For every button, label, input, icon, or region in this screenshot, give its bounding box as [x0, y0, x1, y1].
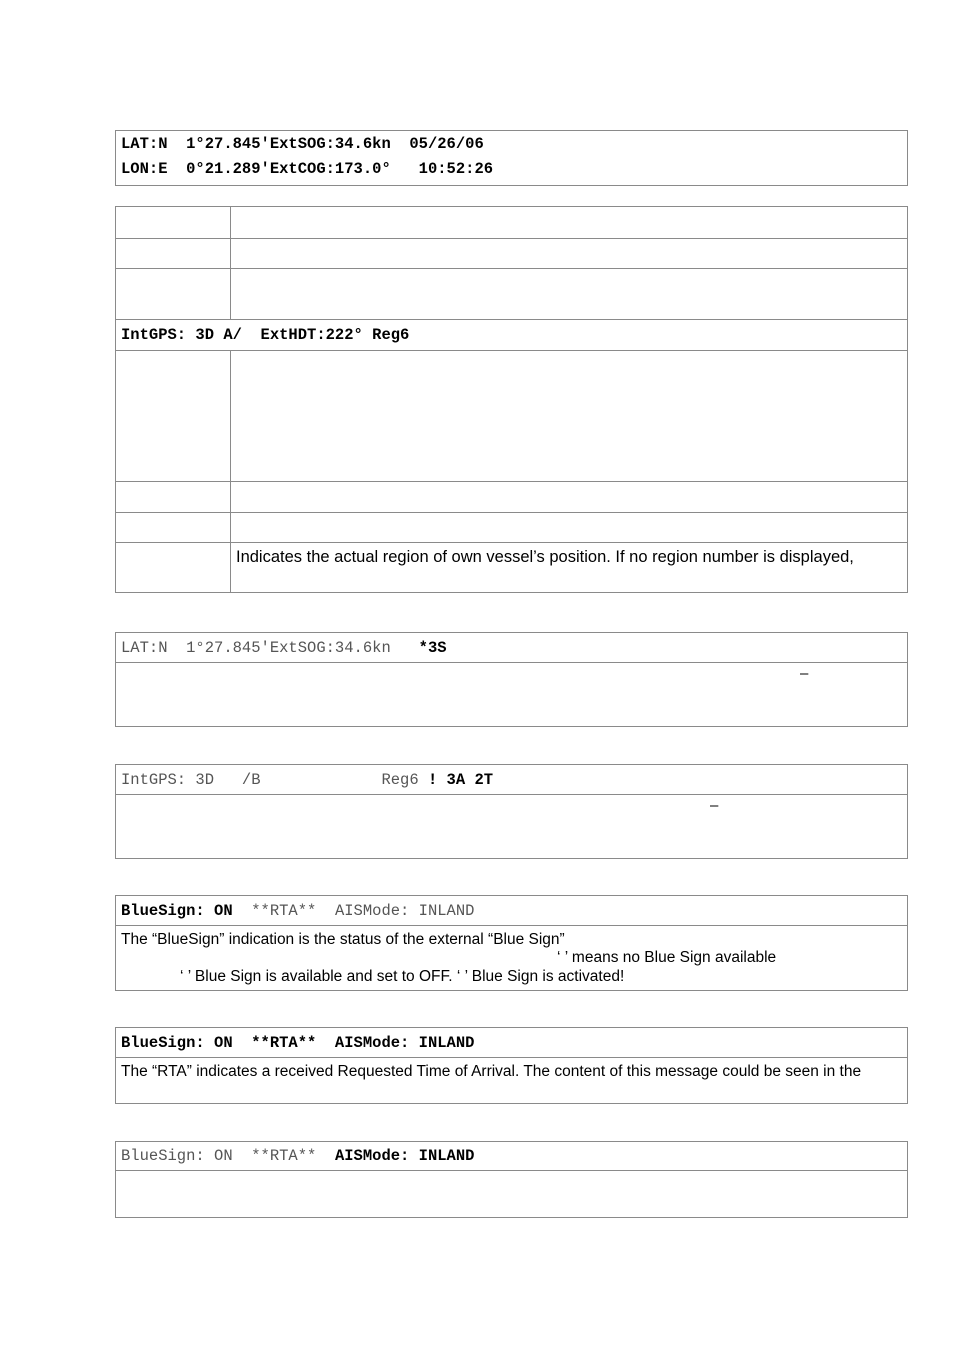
table-row: [116, 238, 907, 268]
lat-sog-line: LAT:N 1°27.845'ExtSOG:34.6kn: [121, 638, 419, 657]
position-status-box: [115, 130, 908, 186]
box-body: [116, 1057, 907, 1103]
bluesign-desc-line2: ‘ ’ means no Blue Sign available: [557, 949, 777, 966]
table-cell: [116, 482, 231, 512]
gps-status-table: [115, 206, 908, 593]
box-header: [116, 1028, 907, 1057]
rta-box: [115, 1027, 908, 1104]
box-header: [116, 896, 907, 925]
table-row: [116, 512, 907, 542]
table-cell: [116, 239, 231, 268]
table-cell: [231, 351, 907, 481]
bluesign-status: BlueSign: ON: [121, 901, 233, 920]
box-header: [116, 765, 907, 794]
box-body: [116, 1170, 907, 1217]
dash-mark: –: [800, 665, 809, 682]
table-cell: [231, 207, 907, 238]
table-row: [116, 268, 907, 319]
table-cell: [231, 482, 907, 512]
gps-header-row: [116, 319, 907, 350]
table-cell: [116, 513, 231, 542]
table-cell: [116, 269, 231, 319]
table-cell: [116, 543, 231, 592]
box-body: [116, 925, 907, 990]
gps-region-line: IntGPS: 3D /B Reg6: [121, 770, 428, 789]
box-header: [116, 633, 907, 662]
table-cell: [231, 239, 907, 268]
bluesign-box: [115, 895, 908, 991]
table-cell: [231, 513, 907, 542]
box-header: [116, 1142, 907, 1170]
bluesign-desc-line3: ‘ ’ Blue Sign is available and set to OFF. ‘ ’ Blue Sign is activated!: [180, 968, 625, 985]
table-row: [116, 207, 907, 238]
table-row: [116, 542, 907, 592]
dash-mark: –: [710, 797, 719, 814]
sog-indicator-box: [115, 632, 908, 727]
gps-header-text: IntGPS: 3D A/ ExtHDT:222° Reg6: [121, 326, 410, 344]
table-row: [116, 350, 907, 481]
table-row: [116, 481, 907, 512]
rta-header-line: BlueSign: ON **RTA** AISMode: INLAND: [121, 1033, 475, 1052]
box-body: [116, 794, 907, 858]
rta-description: The “RTA” indicates a received Requested Time of Arrival. The content of this message could be seen in the: [121, 1063, 862, 1080]
bluesign-desc-line1: The “BlueSign” indication is the status of the external “Blue Sign”: [121, 931, 565, 948]
gps-flags: ! 3A 2T: [427, 770, 494, 789]
lon-cog-time-line: LON:E 0°21.289'ExtCOG:173.0° 10:52:26: [121, 160, 494, 178]
sog-flag: *3S: [418, 638, 447, 657]
region-description: Indicates the actual region of own vessel’s position. If no region number is displayed,: [236, 548, 854, 566]
table-cell: [116, 207, 231, 238]
lat-sog-date-line: LAT:N 1°27.845'ExtSOG:34.6kn 05/26/06: [121, 135, 484, 153]
table-cell: [231, 269, 907, 319]
box-body: [116, 662, 907, 726]
rta-aismode-line: **RTA** AISMode: INLAND: [232, 901, 475, 920]
gps-indicator-box: [115, 764, 908, 859]
bluesign-rta-line: BlueSign: ON **RTA**: [121, 1147, 335, 1165]
aismode-box: [115, 1141, 908, 1218]
aismode-status: AISMode: INLAND: [334, 1147, 475, 1165]
table-cell: [116, 351, 231, 481]
